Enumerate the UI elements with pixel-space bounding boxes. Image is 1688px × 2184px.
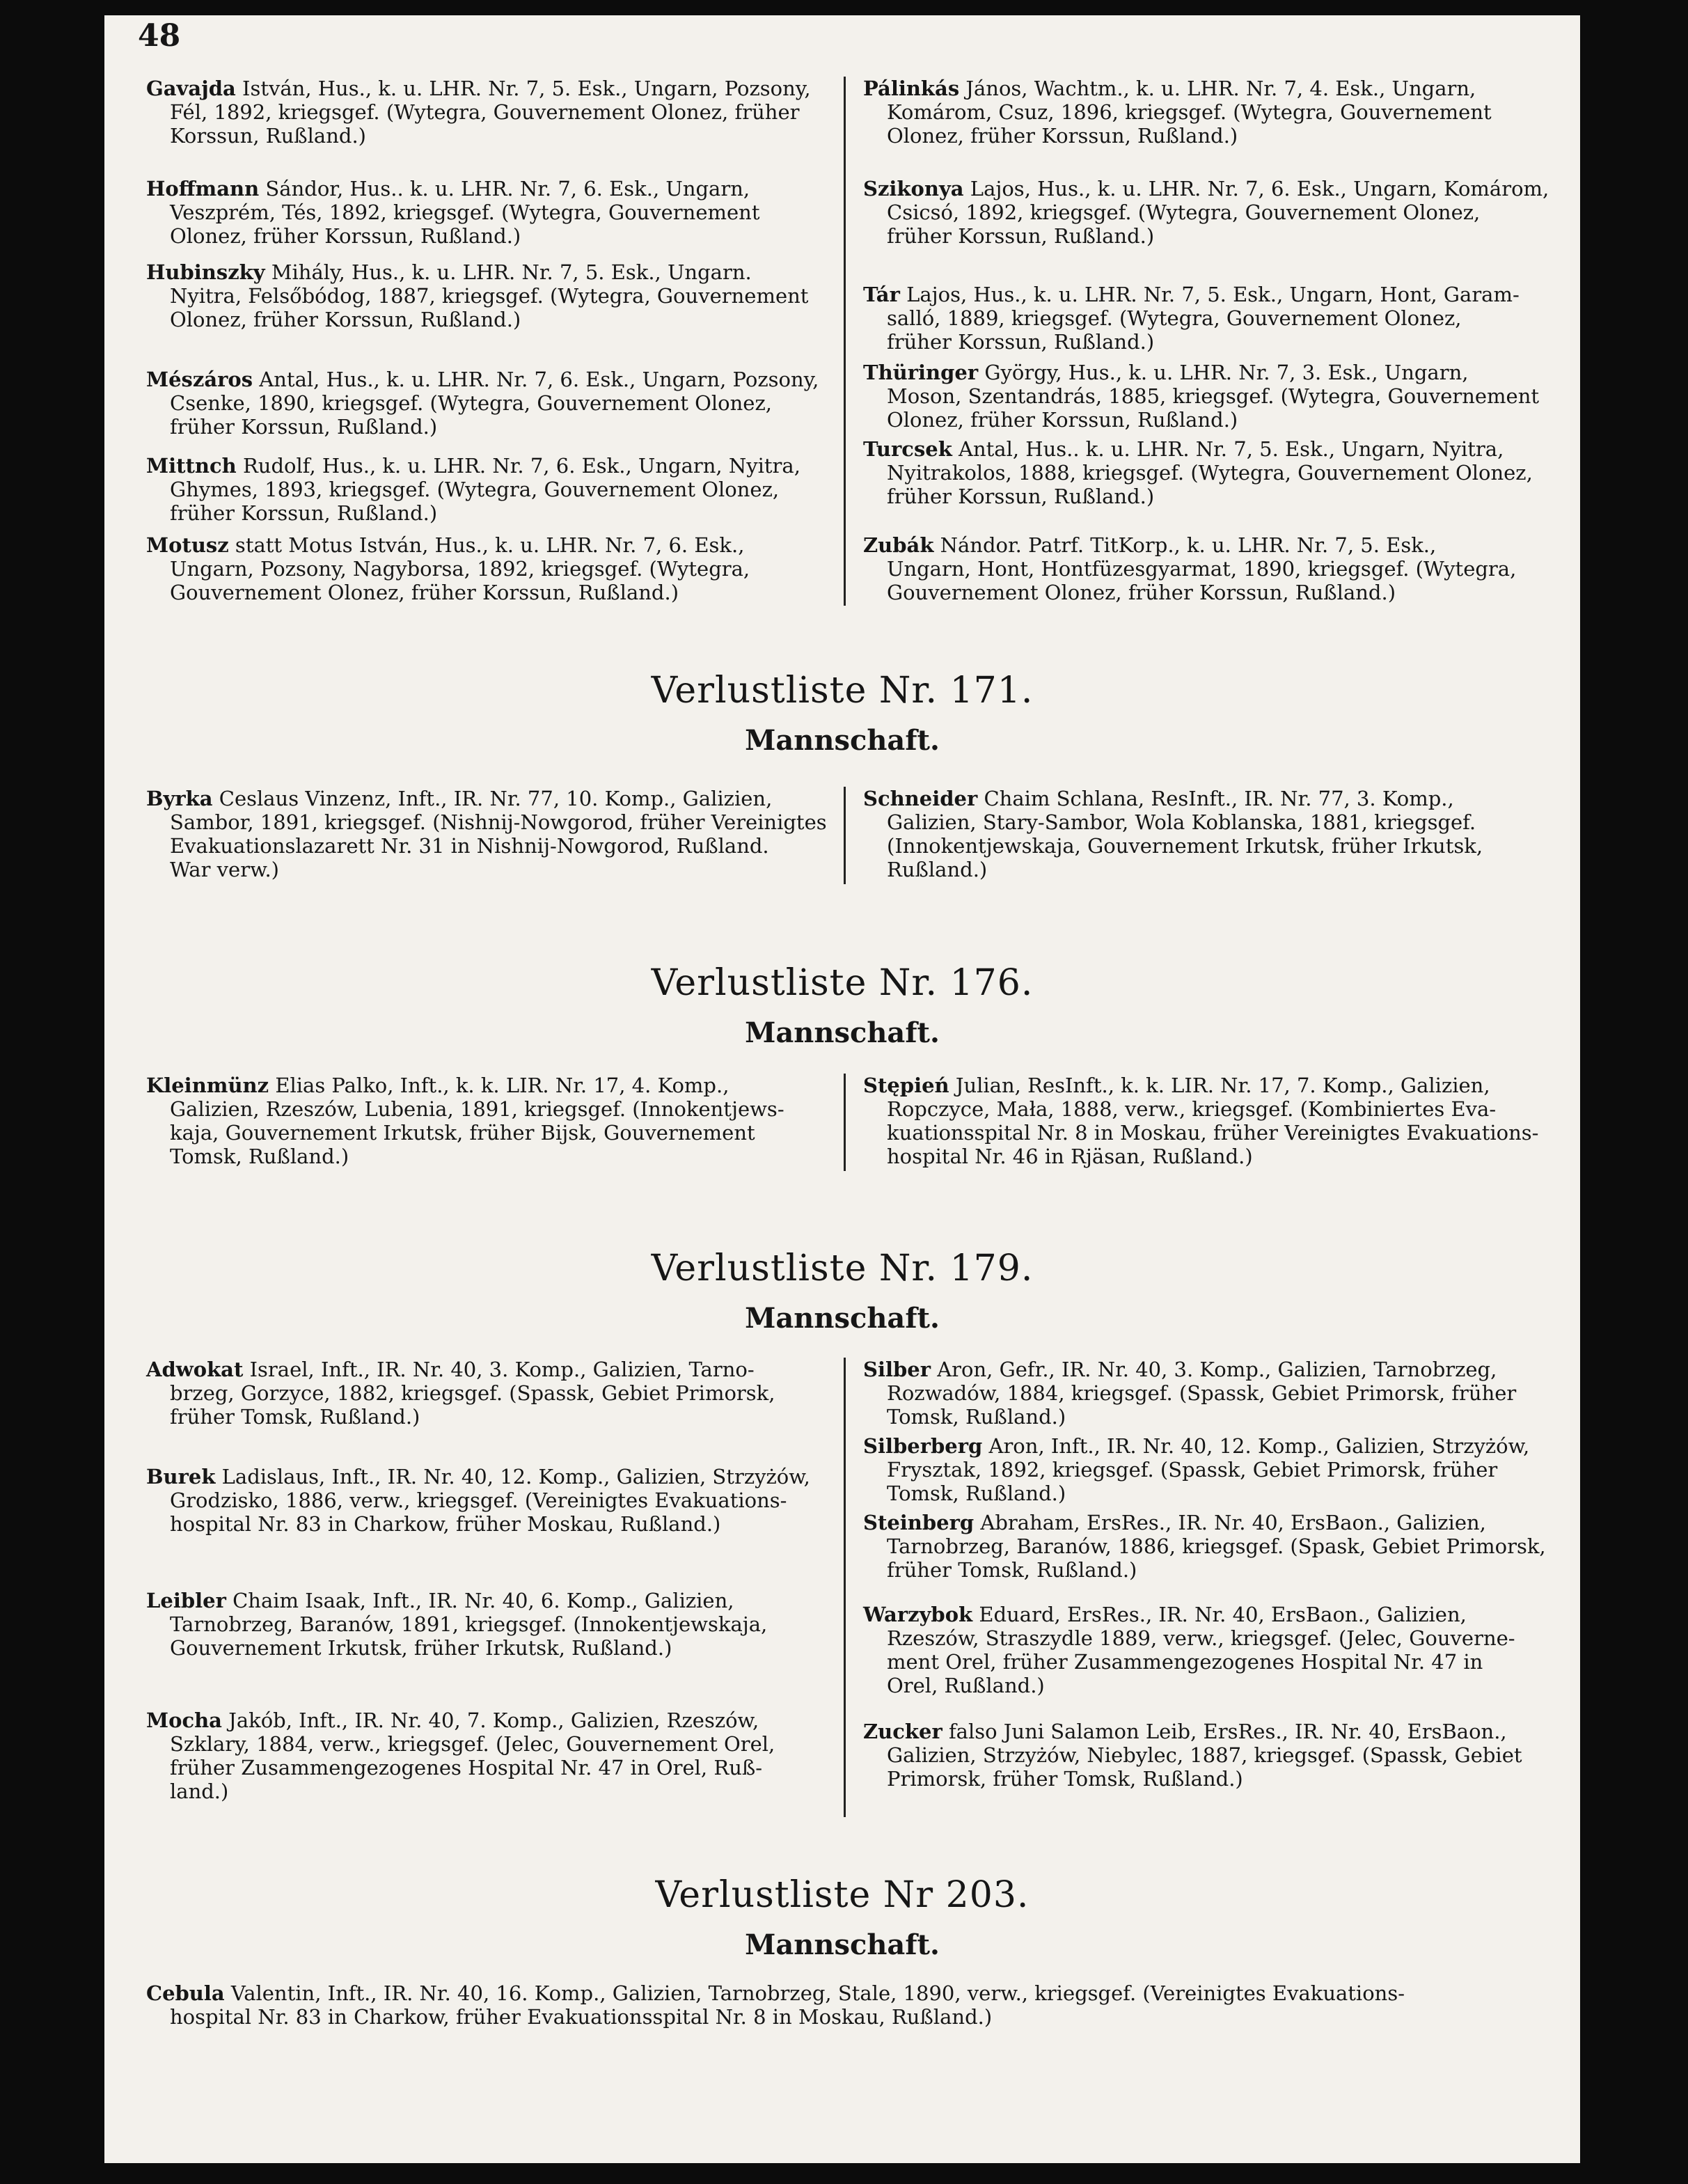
columns — [139, 77, 1549, 613]
entry-line: Veszprém, Tés, 1892, kriegsgef. (Wytegra, Gouvernement — [170, 201, 760, 224]
entry-line: hospital Nr. 83 in Charkow, früher Moskau, Rußland.) — [170, 1512, 721, 1536]
entry-line: Schneider Chaim Schlana, ResInft., IR. Nr. 77, 3. Komp., — [863, 787, 1454, 810]
section-verlustliste-176 — [139, 961, 1545, 1178]
entry-line: Tomsk, Rußland.) — [170, 1145, 349, 1168]
entry-line: Leibler Chaim Isaak, Inft., IR. Nr. 40, 6. Komp., Galizien, — [146, 1589, 734, 1612]
entry-line: Moson, Szentandrás, 1885, kriegsgef. (Wytegra, Gouvernement — [887, 384, 1540, 408]
entry-byrka — [146, 787, 835, 881]
entry-line: Rußland.) — [887, 858, 988, 881]
entry-line: Ungarn, Pozsony, Nagyborsa, 1892, kriegsgef. (Wytegra, — [170, 557, 750, 581]
section-subheading: Mannschaft. — [745, 1302, 940, 1335]
entry-line: hospital Nr. 83 in Charkow, früher Evakuationsspital Nr. 8 in Moskau, Rußland.) — [170, 2005, 993, 2029]
entry-line: Evakuationslazarett Nr. 31 in Nishnij-Nowgorod, Rußland. — [170, 834, 769, 858]
entry-line: Csenke, 1890, kriegsgef. (Wytegra, Gouvernement Olonez, — [170, 391, 772, 415]
entry-line: Silber Aron, Gefr., IR. Nr. 40, 3. Komp., Galizien, Tarnobrzeg, — [863, 1358, 1497, 1381]
columns — [139, 1074, 1545, 1178]
entry-surname: Silberberg — [863, 1434, 983, 1458]
entry-cebula — [146, 1981, 1538, 2029]
entry-schneider — [863, 787, 1552, 881]
entry-burek — [146, 1465, 835, 1536]
entry-surname: Silber — [863, 1358, 931, 1381]
entry-line: land.) — [170, 1780, 229, 1803]
section-heading: Verlustliste Nr. 176. — [651, 962, 1034, 1004]
entry-kleinmunz — [146, 1074, 835, 1168]
entry-line: früher Korssun, Rußland.) — [887, 330, 1155, 354]
entry-line: Szklary, 1884, verw., kriegsgef. (Jelec, Gouvernement Orel, — [170, 1732, 775, 1756]
entry-surname: Thüringer — [863, 361, 979, 384]
entry-surname: Byrka — [146, 787, 213, 810]
entry-surname: Szikonya — [863, 177, 964, 201]
entry-surname: Steinberg — [863, 1511, 975, 1534]
entry-zubak — [863, 533, 1552, 604]
entry-zucker — [863, 1720, 1552, 1791]
section-subheading: Mannschaft. — [745, 724, 940, 757]
entry-stepien — [863, 1074, 1552, 1168]
entry-line: Zubák Nándor. Patrf. TitKorp., k. u. LHR. Nr. 7, 5. Esk., — [863, 533, 1437, 557]
entry-line: Gouvernement Olonez, früher Korssun, Rußland.) — [887, 581, 1396, 604]
entry-meszaros — [146, 368, 835, 439]
entry-line: Frysztak, 1892, kriegsgef. (Spassk, Gebiet Primorsk, früher — [887, 1458, 1498, 1482]
entry-line: Warzybok Eduard, ErsRes., IR. Nr. 40, ErsBaon., Galizien, — [863, 1603, 1467, 1626]
columns — [139, 1358, 1545, 1838]
entry-line: Adwokat Israel, Inft., IR. Nr. 40, 3. Komp., Galizien, Tarno- — [146, 1358, 755, 1381]
entry-line: Galizien, Rzeszów, Lubenia, 1891, kriegsgef. (Innokentjews- — [170, 1097, 784, 1121]
page-number: 48 — [138, 18, 181, 54]
section-heading: Verlustliste Nr. 171. — [651, 670, 1034, 712]
entry-line: Stępień Julian, ResInft., k. k. LIR. Nr. 17, 7. Komp., Galizien, — [863, 1074, 1490, 1097]
entry-leibler — [146, 1589, 835, 1660]
entry-line: Ghymes, 1893, kriegsgef. (Wytegra, Gouvernement Olonez, — [170, 478, 780, 501]
section-continued — [139, 77, 1549, 613]
entry-surname: Mittnch — [146, 454, 237, 478]
entry-surname: Cebula — [146, 1981, 225, 2005]
entry-line: Silberberg Aron, Inft., IR. Nr. 40, 12. Komp., Galizien, Strzyżów, — [863, 1434, 1530, 1458]
entry-motusz — [146, 533, 835, 604]
entry-line: hospital Nr. 46 in Rjäsan, Rußland.) — [887, 1145, 1253, 1168]
entry-line: Thüringer György, Hus., k. u. LHR. Nr. 7, 3. Esk., Ungarn, — [863, 361, 1469, 384]
entry-line: Hoffmann Sándor, Hus.. k. u. LHR. Nr. 7, 6. Esk., Ungarn, — [146, 177, 750, 201]
entry-line: früher Korssun, Rußland.) — [170, 501, 438, 525]
entry-line: Byrka Ceslaus Vinzenz, Inft., IR. Nr. 77, 10. Komp., Galizien, — [146, 787, 773, 810]
entry-line: Tarnobrzeg, Baranów, 1886, kriegsgef. (Spask, Gebiet Primorsk, — [887, 1534, 1546, 1558]
entry-line: Komárom, Csuz, 1896, kriegsgef. (Wytegra, Gouvernement — [887, 100, 1492, 124]
entry-surname: Stępień — [863, 1074, 949, 1097]
entry-line: Ropczyce, Mała, 1888, verw., kriegsgef. (Kombiniertes Eva- — [887, 1097, 1497, 1121]
entry-line: Motusz statt Motus István, Hus., k. u. LHR. Nr. 7, 6. Esk., — [146, 533, 745, 557]
entry-surname: Hoffmann — [146, 177, 260, 201]
entry-line: Burek Ladislaus, Inft., IR. Nr. 40, 12. Komp., Galizien, Strzyżów, — [146, 1465, 810, 1488]
entry-line: früher Korssun, Rußland.) — [170, 415, 438, 439]
entry-mocha — [146, 1708, 835, 1803]
entry-surname: Schneider — [863, 787, 978, 810]
entry-warzybok — [863, 1603, 1552, 1697]
section-verlustliste-171 — [139, 668, 1545, 891]
entry-tar — [863, 283, 1552, 354]
section-subheading: Mannschaft. — [745, 1016, 940, 1049]
entry-line: Kleinmünz Elias Palko, Inft., k. k. LIR. Nr. 17, 4. Komp., — [146, 1074, 729, 1097]
entry-thuringer — [863, 361, 1552, 432]
entry-line: Korssun, Rußland.) — [170, 124, 366, 148]
entry-line: früher Tomsk, Rußland.) — [170, 1405, 420, 1429]
entry-line: Sambor, 1891, kriegsgef. (Nishnij-Nowgorod, früher Vereinigtes — [170, 810, 827, 834]
entry-surname: Leibler — [146, 1589, 226, 1612]
entry-line: Steinberg Abraham, ErsRes., IR. Nr. 40, ErsBaon., Galizien, — [863, 1511, 1486, 1534]
entry-line: salló, 1889, kriegsgef. (Wytegra, Gouvernement Olonez, — [887, 306, 1462, 330]
entry-hoffmann — [146, 177, 835, 248]
entry-surname: Tár — [863, 283, 900, 306]
column-divider — [844, 1074, 846, 1171]
columns — [139, 787, 1545, 891]
entry-turcsek — [863, 437, 1552, 508]
entry-surname: Hubinszky — [146, 260, 265, 284]
entry-steinberg — [863, 1511, 1552, 1582]
entry-line: Zucker falso Juni Salamon Leib, ErsRes., IR. Nr. 40, ErsBaon., — [863, 1720, 1507, 1743]
section-heading: Verlustliste Nr. 179. — [651, 1248, 1034, 1289]
entry-line: kaja, Gouvernement Irkutsk, früher Bijsk, Gouvernement — [170, 1121, 755, 1145]
column-divider — [844, 787, 846, 884]
entry-surname: Zucker — [863, 1720, 942, 1743]
entry-line: Rozwadów, 1884, kriegsgef. (Spassk, Gebiet Primorsk, früher — [887, 1381, 1517, 1405]
entry-surname: Mocha — [146, 1708, 222, 1732]
entry-szikonya — [863, 177, 1552, 248]
entry-silber — [863, 1358, 1552, 1429]
entry-line: Galizien, Strzyżów, Niebylec, 1887, kriegsgef. (Spassk, Gebiet — [887, 1743, 1522, 1767]
entry-palinkas — [863, 77, 1552, 148]
entry-line: früher Tomsk, Rußland.) — [887, 1558, 1137, 1582]
entry-surname: Kleinmünz — [146, 1074, 269, 1097]
section-heading: Verlustliste Nr 203. — [655, 1874, 1030, 1916]
entry-line: Gavajda István, Hus., k. u. LHR. Nr. 7, 5. Esk., Ungarn, Pozsony, — [146, 77, 811, 100]
column-divider — [844, 1358, 846, 1817]
entry-line: Cebula Valentin, Inft., IR. Nr. 40, 16. Komp., Galizien, Tarnobrzeg, Stale, 1890, verw., kriegsgef. (Vereinigtes Evakuations- — [146, 1981, 1405, 2005]
entry-line: brzeg, Gorzyce, 1882, kriegsgef. (Spassk, Gebiet Primorsk, — [170, 1381, 775, 1405]
entry-line: Galizien, Stary-Sambor, Wola Koblanska, 1881, kriegsgef. — [887, 810, 1476, 834]
entry-hubinszky — [146, 260, 835, 331]
entry-line: Olonez, früher Korssun, Rußland.) — [170, 224, 521, 248]
entry-surname: Gavajda — [146, 77, 236, 100]
entry-line: Primorsk, früher Tomsk, Rußland.) — [887, 1767, 1243, 1791]
entry-silberberg — [863, 1434, 1552, 1505]
entry-line: (Innokentjewskaja, Gouvernement Irkutsk, früher Irkutsk, — [887, 834, 1483, 858]
entry-line: Turcsek Antal, Hus.. k. u. LHR. Nr. 7, 5. Esk., Ungarn, Nyitra, — [863, 437, 1504, 461]
entry-line: Olonez, früher Korssun, Rußland.) — [887, 408, 1238, 432]
column-divider — [844, 77, 846, 606]
entry-surname: Motusz — [146, 533, 229, 557]
entry-line: früher Korssun, Rußland.) — [887, 485, 1155, 508]
entry-surname: Pálinkás — [863, 77, 960, 100]
entry-line: Olonez, früher Korssun, Rußland.) — [887, 124, 1238, 148]
entry-line: Tarnobrzeg, Baranów, 1891, kriegsgef. (Innokentjewskaja, — [170, 1612, 768, 1636]
entry-surname: Turcsek — [863, 437, 952, 461]
entry-line: ment Orel, früher Zusammengezogenes Hospital Nr. 47 in — [887, 1650, 1483, 1674]
entry-line: Orel, Rußland.) — [887, 1674, 1045, 1697]
entry-line: Gouvernement Irkutsk, früher Irkutsk, Rußland.) — [170, 1636, 672, 1660]
entry-line: Tomsk, Rußland.) — [887, 1482, 1066, 1505]
entry-surname: Burek — [146, 1465, 216, 1488]
entry-line: Fél, 1892, kriegsgef. (Wytegra, Gouvernement Olonez, früher — [170, 100, 800, 124]
entry-surname: Adwokat — [146, 1358, 244, 1381]
entry-surname: Mészáros — [146, 368, 253, 391]
entry-line: Ungarn, Hont, Hontfüzesgyarmat, 1890, kriegsgef. (Wytegra, — [887, 557, 1517, 581]
section-subheading: Mannschaft. — [745, 1928, 940, 1961]
entry-line: kuationsspital Nr. 8 in Moskau, früher Vereinigtes Evakuations- — [887, 1121, 1539, 1145]
section-verlustliste-203 — [139, 1873, 1545, 2029]
entry-line: Tomsk, Rußland.) — [887, 1405, 1066, 1429]
entry-line: früher Korssun, Rußland.) — [887, 224, 1155, 248]
entry-line: Gouvernement Olonez, früher Korssun, Rußland.) — [170, 581, 679, 604]
entry-line: Tár Lajos, Hus., k. u. LHR. Nr. 7, 5. Esk., Ungarn, Hont, Garam- — [863, 283, 1520, 306]
entry-line: War verw.) — [170, 858, 279, 881]
entry-line: früher Zusammengezogenes Hospital Nr. 47 in Orel, Ruß- — [170, 1756, 763, 1780]
entry-line: Szikonya Lajos, Hus., k. u. LHR. Nr. 7, 6. Esk., Ungarn, Komárom, — [863, 177, 1549, 201]
entry-line: Hubinszky Mihály, Hus., k. u. LHR. Nr. 7, 5. Esk., Ungarn. — [146, 260, 752, 284]
entry-line: Rzeszów, Straszydle 1889, verw., kriegsgef. (Jelec, Gouverne- — [887, 1626, 1515, 1650]
entry-mittnch — [146, 454, 835, 525]
entry-surname: Warzybok — [863, 1603, 973, 1626]
entry-line: Mittnch Rudolf, Hus., k. u. LHR. Nr. 7, 6. Esk., Ungarn, Nyitra, — [146, 454, 800, 478]
section-verlustliste-179 — [139, 1246, 1545, 1838]
entry-line: Nyitra, Felsőbódog, 1887, kriegsgef. (Wytegra, Gouvernement — [170, 284, 809, 308]
entry-line: Olonez, früher Korssun, Rußland.) — [170, 308, 521, 331]
entry-surname: Zubák — [863, 533, 934, 557]
entry-line: Csicsó, 1892, kriegsgef. (Wytegra, Gouvernement Olonez, — [887, 201, 1481, 224]
entry-adwokat — [146, 1358, 835, 1429]
entry-line: Mészáros Antal, Hus., k. u. LHR. Nr. 7, 6. Esk., Ungarn, Pozsony, — [146, 368, 819, 391]
entry-gavajda — [146, 77, 835, 148]
entry-line: Mocha Jakób, Inft., IR. Nr. 40, 7. Komp., Galizien, Rzeszów, — [146, 1708, 759, 1732]
entry-line: Pálinkás János, Wachtm., k. u. LHR. Nr. 7, 4. Esk., Ungarn, — [863, 77, 1476, 100]
entry-line: Nyitrakolos, 1888, kriegsgef. (Wytegra, Gouvernement Olonez, — [887, 461, 1533, 485]
entry-line: Grodzisko, 1886, verw., kriegsgef. (Vereinigtes Evakuations- — [170, 1488, 787, 1512]
